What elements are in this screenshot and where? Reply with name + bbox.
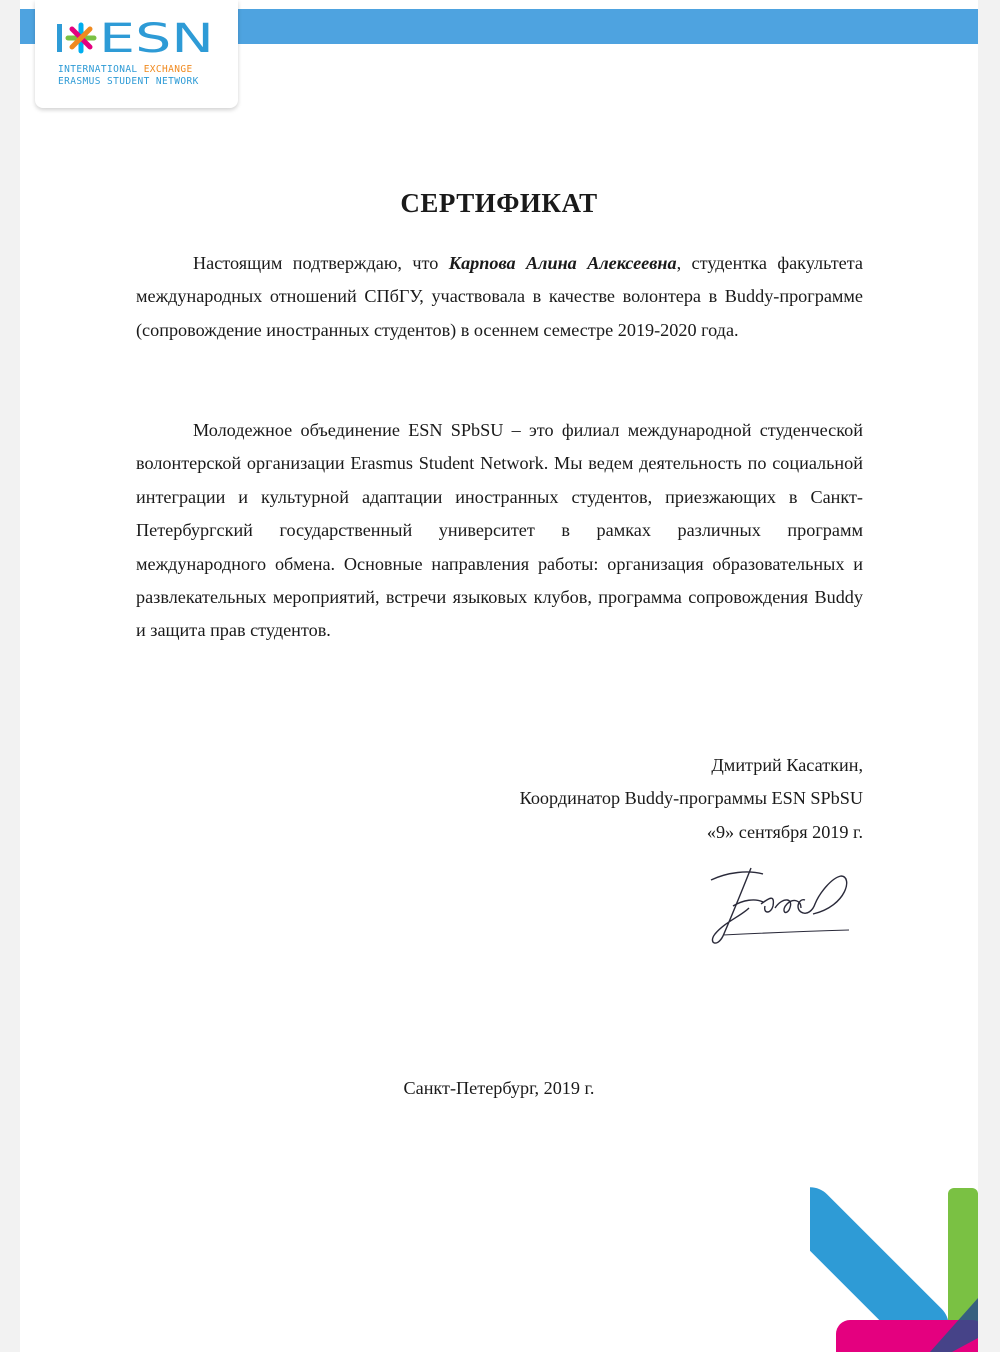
signatory-position: Координатор Buddy-программы ESN SPbSU <box>519 788 863 809</box>
certificate-paragraph-1: Настоящим подтверждаю, что Карпова Алина Алексеевна, студентка факультета международных отношений СПбГУ, участвовала в качестве волонтера в Buddy-программе (сопровождение иностранных студентов) в осеннем семестре 2019-2020 года. <box>136 253 863 340</box>
certificate-paragraph-2: Молодежное объединение ESN SPbSU – это филиал международной студенческой волонтерской организации Erasmus Student Network. Мы ведем деятельность по социальной интеграции и культурной адаптации иностранных студентов, приезжающих в Санкт-Петербургский государственный университет в рамках различных программ международного обмена. Основные направления работы: организация образовательных и развлекательных мероприятий, встречи языковых клубов, программа сопровождения Buddy и защита прав студентов. <box>136 420 863 641</box>
logo-brand-text: ESN <box>99 18 214 58</box>
decorative-corner-shapes <box>810 1180 978 1352</box>
signature-date: «9» сентября 2019 г. <box>706 821 863 842</box>
esn-logo <box>35 0 238 108</box>
handwritten-signature <box>703 858 853 953</box>
certificate-page <box>20 0 978 1352</box>
footer-city: Санкт-Петербург, 2019 г. <box>403 1078 595 1098</box>
certificate-title: СЕРТИФИКАТ <box>400 188 598 218</box>
signatory-name: Дмитрий Касаткин, <box>711 755 863 775</box>
logo-subtitle: INTERNATIONAL EXCHANGE ERASMUS STUDENT NETWORK <box>58 64 199 87</box>
recipient-name: Карпова Алина Алексеевна <box>448 253 677 273</box>
esn-logo-icon <box>57 18 217 58</box>
signatory-block <box>520 749 863 849</box>
